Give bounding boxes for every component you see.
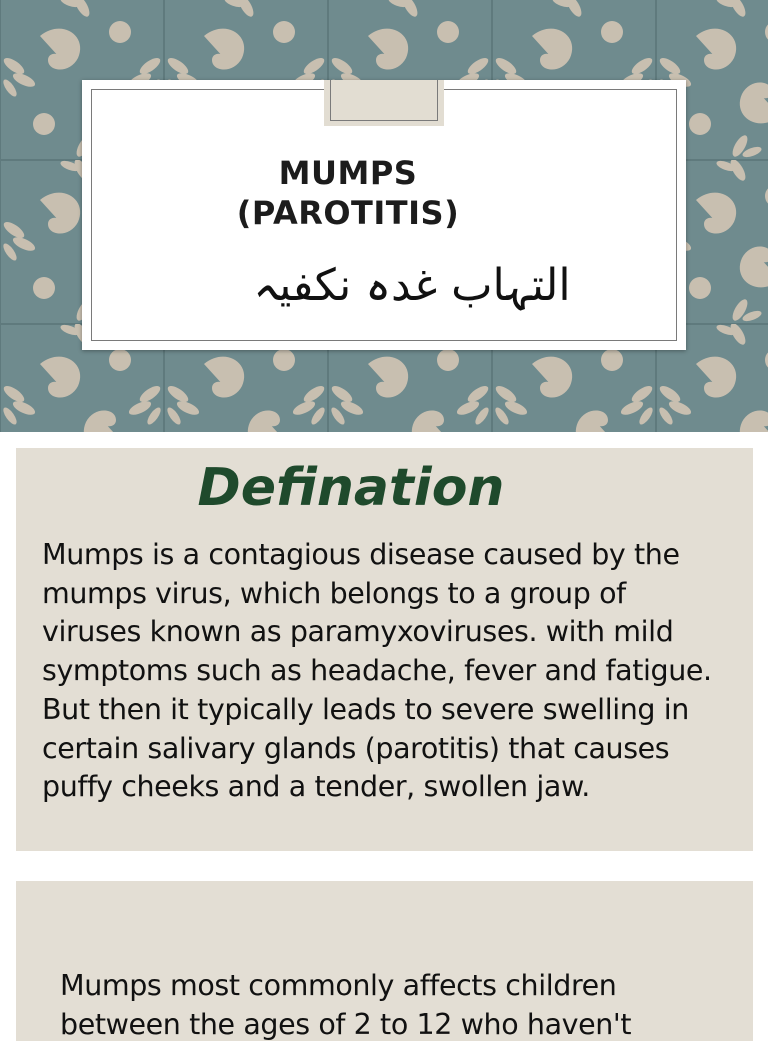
title-slide: [0, 0, 768, 432]
affects-body: Mumps most commonly affects children between the ages of 2 to 12 who haven't: [60, 969, 632, 1041]
title-card-tab: [324, 80, 444, 126]
affects-slide: [16, 881, 753, 1041]
definition-slide: [16, 448, 753, 851]
title-line-1: MUMPS: [278, 154, 418, 192]
title-line-2: (PAROTITIS): [236, 194, 460, 232]
urdu-title: التہاب غدہ نکفیہ: [253, 260, 571, 311]
definition-body: Mumps is a contagious disease caused by the mumps virus, which belongs to a group of viruses known as paramyxoviruses. with mild symptoms such as headache, fever and fatigue. But then it typically leads to severe swelling in certain salivary glands (parotitis) that causes puffy cheeks and a tender, swollen jaw.: [42, 538, 712, 804]
definition-heading: Defination: [197, 458, 505, 518]
title-card: [82, 80, 686, 350]
